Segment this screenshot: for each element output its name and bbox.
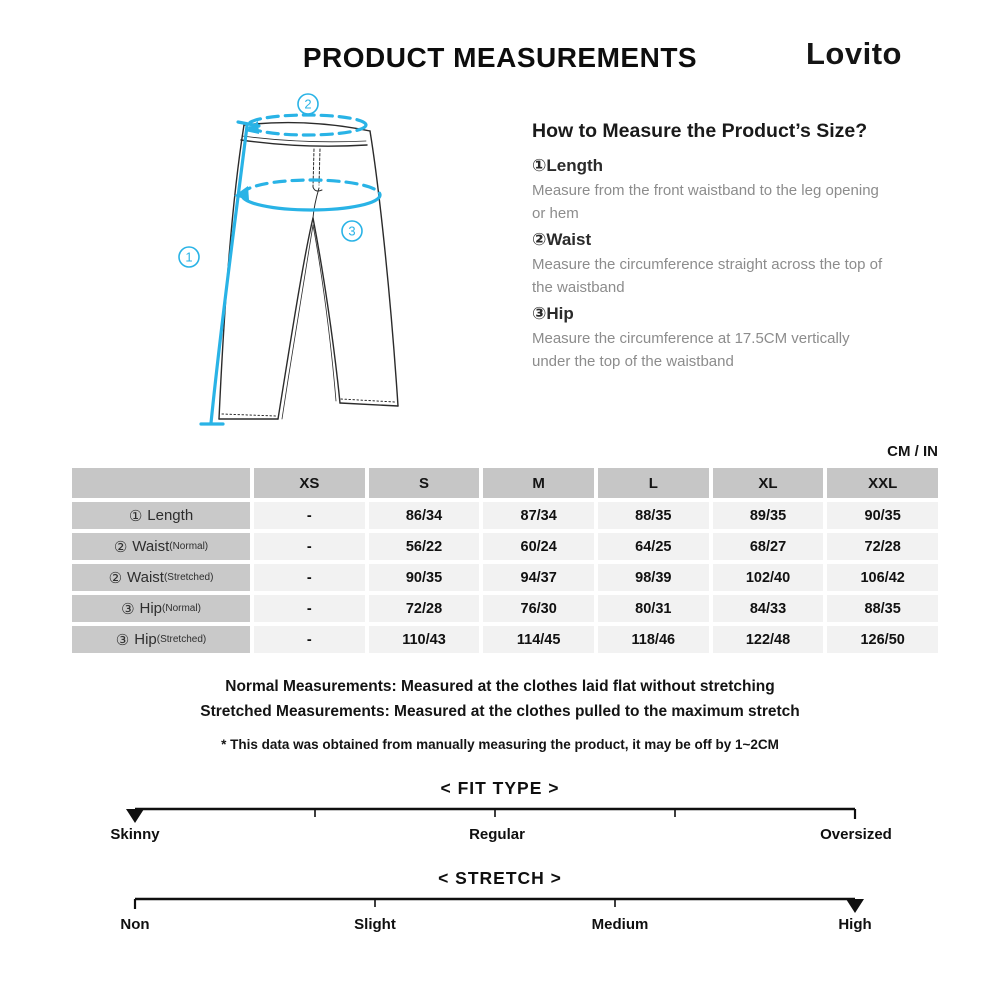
size-column-header: XXL <box>827 468 938 498</box>
measurement-cell: 72/28 <box>369 595 480 622</box>
guide-item-length-name: Length <box>546 156 604 175</box>
row-label-waist-stretched <box>72 564 250 591</box>
measurement-cell: 89/35 <box>713 502 824 529</box>
measurement-cell: - <box>254 533 365 560</box>
measure-guide <box>532 120 984 377</box>
disclaimer-text: * This data was obtained from manually measuring the product, it may be off by 1~2CM <box>221 737 779 752</box>
page-title: PRODUCT MEASUREMENTS <box>302 42 698 73</box>
annotation-waist <box>298 94 318 114</box>
measurement-cell: 122/48 <box>713 626 824 653</box>
fit-type-label-oversized: Oversized <box>820 826 892 843</box>
measurement-cell: 98/39 <box>598 564 709 591</box>
measurement-cell: 90/35 <box>369 564 480 591</box>
measurement-cell: - <box>254 564 365 591</box>
measurement-cell: 102/40 <box>713 564 824 591</box>
row-label-hip-stretched <box>72 626 250 653</box>
fit-type-marker <box>126 809 144 823</box>
guide-item-hip-name: Hip <box>546 304 574 323</box>
annotation-waist-num: 2 <box>304 96 312 112</box>
brand-logo: Lovito <box>806 36 902 71</box>
row-label-text: Waist <box>132 538 170 555</box>
measurement-cell: 118/46 <box>598 626 709 653</box>
size-column-header: L <box>598 468 709 498</box>
measurements-table <box>72 468 938 653</box>
measurement-cell: 90/35 <box>827 502 938 529</box>
row-label-text: Waist <box>127 569 164 586</box>
hip-measure-ellipse <box>234 180 380 210</box>
measurement-cell: 87/34 <box>483 502 594 529</box>
measurement-cell: - <box>254 595 365 622</box>
measurement-cell: 64/25 <box>598 533 709 560</box>
measurement-cell: 88/35 <box>827 595 938 622</box>
stretch-scale <box>0 894 1000 916</box>
row-label-text: Length <box>147 507 194 524</box>
measurement-cell: 106/42 <box>827 564 938 591</box>
row-label-num: ③ <box>115 631 130 649</box>
length-measure-line <box>201 122 259 424</box>
stretch-title: < STRETCH > <box>438 868 562 888</box>
table-corner-cell <box>72 468 250 498</box>
guide-item-length-num: ① <box>532 156 547 175</box>
annotation-hip <box>342 221 362 241</box>
size-column-header: XL <box>713 468 824 498</box>
fit-type-label-skinny: Skinny <box>110 826 160 843</box>
pants-outline <box>219 123 398 419</box>
fit-type-title: < FIT TYPE > <box>440 778 560 798</box>
note-normal: Normal Measurements: Measured at the clothes laid flat without stretching <box>225 678 775 695</box>
row-label-text: Hip <box>134 631 157 648</box>
measurement-cell: 88/35 <box>598 502 709 529</box>
row-label-length <box>72 502 250 529</box>
measurement-cell: 126/50 <box>827 626 938 653</box>
fit-type-scale <box>0 804 1000 826</box>
row-label-waist-normal <box>72 533 250 560</box>
measurement-cell: 84/33 <box>713 595 824 622</box>
measurement-cell: 60/24 <box>483 533 594 560</box>
measurement-cell: 86/34 <box>369 502 480 529</box>
measurement-cell: 68/27 <box>713 533 824 560</box>
annotation-length-num: 1 <box>185 249 193 265</box>
stretch-label-slight: Slight <box>354 916 396 933</box>
guide-item-hip-heading <box>532 304 984 324</box>
waist-measure-ellipse <box>245 115 366 135</box>
annotation-hip-num: 3 <box>348 223 356 239</box>
measurement-cell: 56/22 <box>369 533 480 560</box>
measurement-cell: 110/43 <box>369 626 480 653</box>
guide-item-waist-heading <box>532 230 984 250</box>
stretch-label-non: Non <box>120 916 150 933</box>
measurement-cell: - <box>254 502 365 529</box>
annotation-length <box>179 247 199 267</box>
measurement-cell: 94/37 <box>483 564 594 591</box>
size-column-header: M <box>483 468 594 498</box>
guide-item-waist-num: ② <box>532 230 547 249</box>
guide-item-waist-name: Waist <box>546 230 592 249</box>
guide-item-waist-desc: Measure the circumference straight across the top of the waistband <box>532 256 883 296</box>
row-label-sub: (Stretched) <box>156 634 207 645</box>
row-label-sub: (Stretched) <box>163 572 214 583</box>
measurement-cell: 76/30 <box>483 595 594 622</box>
guide-item-length-heading <box>532 156 984 176</box>
guide-item-length-desc: Measure from the front waistband to the leg opening or hem <box>532 182 879 222</box>
fit-type-label-regular: Regular <box>469 826 525 843</box>
size-column-header: XS <box>254 468 365 498</box>
row-label-sub: (Normal) <box>169 541 209 552</box>
row-label-num: ② <box>108 569 123 587</box>
size-column-header: S <box>369 468 480 498</box>
measurement-cell: 80/31 <box>598 595 709 622</box>
stretch-label-medium: Medium <box>591 916 649 933</box>
measurement-cell: - <box>254 626 365 653</box>
stretch-marker <box>846 899 864 913</box>
row-label-text: Hip <box>139 600 163 617</box>
stretch-label-high: High <box>838 916 872 933</box>
row-label-num: ③ <box>121 600 135 618</box>
guide-item-hip-desc: Measure the circumference at 17.5CM vertically under the top of the waistband <box>532 330 850 370</box>
note-stretched: Stretched Measurements: Measured at the clothes pulled to the maximum stretch <box>200 703 800 720</box>
row-label-sub: (Normal) <box>162 603 201 614</box>
row-label-hip-normal <box>72 595 250 622</box>
guide-title: How to Measure the Product’s Size? <box>532 120 868 142</box>
row-label-num: ① <box>128 507 143 525</box>
row-label-num: ② <box>113 538 128 556</box>
pants-diagram <box>130 85 460 445</box>
measurement-cell: 72/28 <box>827 533 938 560</box>
measurement-cell: 114/45 <box>483 626 594 653</box>
guide-item-hip-num: ③ <box>532 304 547 323</box>
unit-label: CM / IN <box>887 443 938 460</box>
